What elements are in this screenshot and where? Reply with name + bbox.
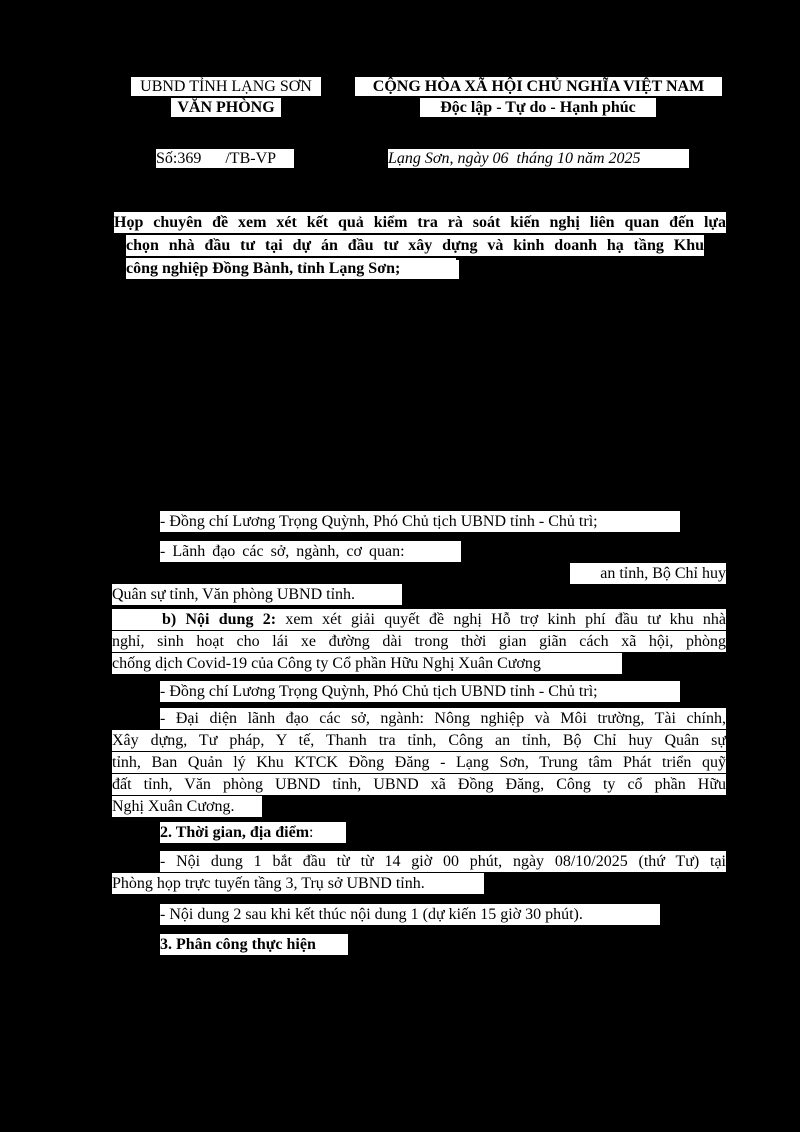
national-title: CỘNG HÒA XÃ HỘI CHỦ NGHĨA VIỆT NAM	[355, 77, 722, 96]
document-number: Số:369 /TB-VP	[156, 149, 294, 168]
content1-chair: - Đồng chí Lương Trọng Quỳnh, Phó Chủ tịch UBND tỉnh - Chủ trì;	[160, 511, 680, 532]
content2-line-2: nghỉ, sinh hoạt cho lái xe đường dài trong thời gian giãn cách xã hội, phòng	[112, 633, 726, 650]
place-date: Lạng Sơn, ngày 06 tháng 10 năm 2025	[388, 149, 689, 168]
title-redaction-edge	[456, 260, 459, 279]
content2-line1-rest: xem xét giải quyết đề nghị Hỗ trợ kinh phí đầu tư khu nhà	[276, 611, 726, 628]
content1-tail: Quân sự tỉnh, Văn phòng UBND tỉnh.	[112, 584, 402, 605]
content2-chair: - Đồng chí Lương Trọng Quỳnh, Phó Chủ tịch UBND tỉnh - Chủ trì;	[160, 681, 680, 702]
content2-line-1	[112, 609, 726, 630]
national-motto: Độc lập - Tự do - Hạnh phúc	[420, 98, 656, 118]
title-line-2: chọn nhà đầu tư tại dự án đầu tư xây dựng và kinh doanh hạ tầng Khu	[126, 237, 704, 254]
content2-line-3: chống dịch Covid-19 của Công ty Cổ phần Hữu Nghị Xuân Cương	[112, 653, 622, 674]
agency-name: UBND TỈNH LẠNG SƠN	[131, 77, 321, 96]
section2-heading	[160, 822, 346, 843]
section2-heading-text: 2. Thời gian, địa điểm	[160, 824, 310, 841]
time-line-2: Phòng họp trực tuyến tầng 3, Trụ sở UBND tỉnh.	[112, 873, 484, 894]
content2-rep-line-1: - Đại diện lãnh đạo các sở, ngành: Nông nghiệp và Môi trường, Tài chính,	[160, 710, 726, 727]
time-line-1: - Nội dung 1 bắt đầu từ từ 14 giờ 00 phút, ngày 08/10/2025 (thứ Tư) tại	[160, 853, 726, 870]
section3-heading: 3. Phân công thực hiện	[160, 934, 348, 955]
content2-rep-line-2: Xây dựng, Tư pháp, Y tế, Thanh tra tỉnh, Công an tỉnh, Bộ Chỉ huy Quân sự	[112, 732, 726, 749]
content2-rep-line-3: tỉnh, Ban Quản lý Khu KTCK Đồng Đăng - Lạng Sơn, Trung tâm Phát triển quỹ	[112, 754, 726, 771]
content1-fragment: an tỉnh, Bộ Chỉ huy	[570, 563, 726, 584]
section2-heading-colon: :	[309, 824, 314, 841]
agency-office: VĂN PHÒNG	[171, 98, 281, 118]
content1-leaders: - Lãnh đạo các sở, ngành, cơ quan:	[160, 541, 461, 562]
content2-label: b) Nội dung 2:	[162, 611, 277, 628]
time-line-3: - Nội dung 2 sau khi kết thúc nội dung 1 (dự kiến 15 giờ 30 phút).	[160, 904, 660, 925]
title-line-3: công nghiệp Đồng Bành, tỉnh Lạng Sơn;	[126, 258, 456, 279]
content2-rep-line-5: Nghị Xuân Cương.	[112, 796, 262, 817]
content2-rep-line-4: đất tỉnh, Văn phòng UBND tỉnh, UBND xã Đồng Đăng, Công ty cổ phần Hữu	[112, 776, 726, 793]
title-line-1: Họp chuyên đề xem xét kết quả kiểm tra rà soát kiến nghị liên quan đến lựa	[114, 214, 726, 231]
